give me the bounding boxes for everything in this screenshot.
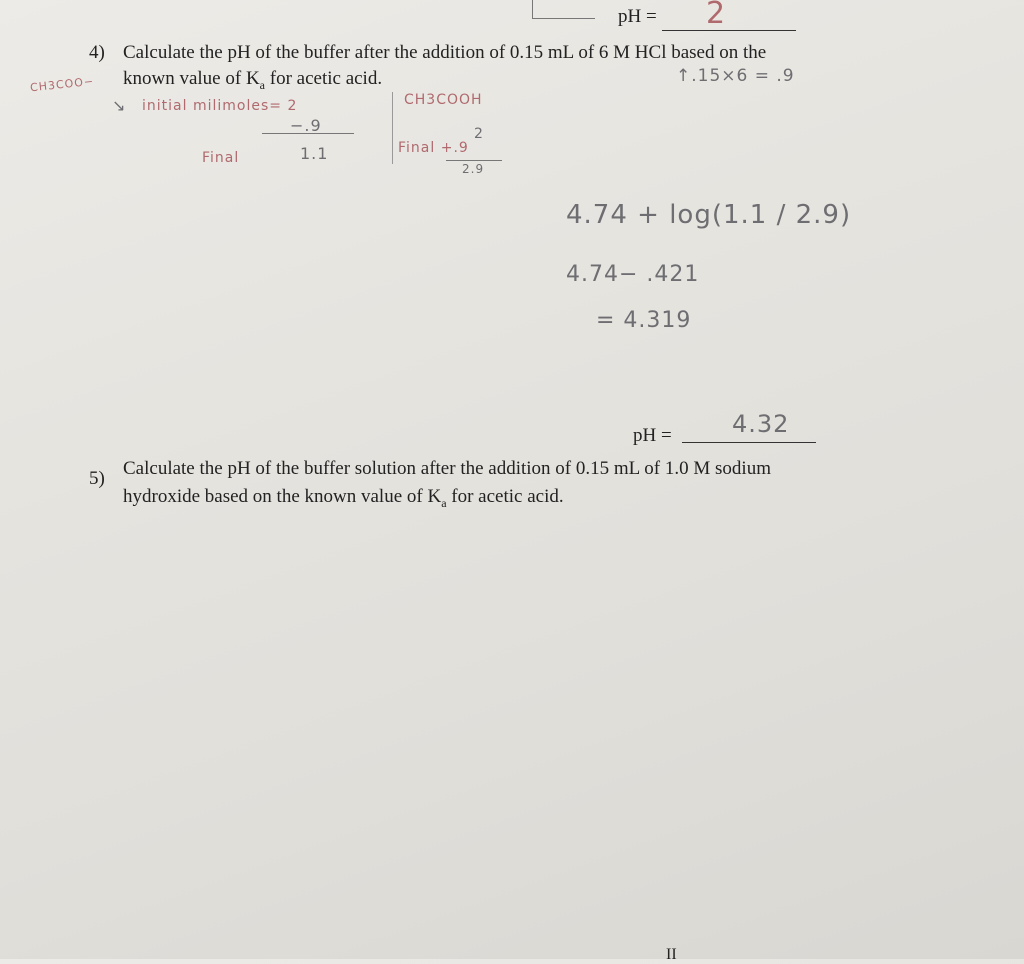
hcl-millimoles-calc: ↑.15×6 = .9 xyxy=(676,66,795,86)
answer-box-fragment xyxy=(532,0,595,19)
henderson-equation: 4.74 + log(1.1 / 2.9) xyxy=(566,200,852,230)
final-acetate-value: 1.1 xyxy=(300,144,329,163)
arrow-mark: ↘ xyxy=(112,96,127,115)
acid-initial-value: 2 xyxy=(474,126,484,142)
subtract-value: −.9 xyxy=(290,116,322,135)
acetate-margin-label: CH3COO− xyxy=(29,74,95,95)
question-4-line-1: Calculate the pH of the buffer after the addition of 0.15 mL of 6 M HCl based on the xyxy=(123,42,767,63)
answer-ph-label: pH = xyxy=(633,425,672,446)
equation-step-2: 4.74− .421 xyxy=(566,262,700,287)
answer-ph-blank xyxy=(682,442,816,443)
prev-ph-label: pH = xyxy=(618,6,657,27)
column-divider xyxy=(392,92,393,164)
acetic-acid-label: CH3COOH xyxy=(404,92,483,108)
question-4-number: 4) xyxy=(89,42,105,63)
footer-partial-text: II xyxy=(666,946,677,963)
subtraction-rule xyxy=(262,133,354,134)
prev-ph-value: 2 xyxy=(706,0,727,31)
acid-total-value: 2.9 xyxy=(462,162,485,176)
prev-ph-blank xyxy=(662,30,796,31)
question-5-number: 5) xyxy=(89,468,105,489)
question-4-line-2: known value of $K_a$ for acetic acid. xyxy=(123,68,383,92)
question-5-line-2: hydroxide based on the known value of $K_a$ for acetic acid. xyxy=(123,486,564,510)
initial-millimoles: initial milimoles= 2 xyxy=(142,98,298,114)
final-label: Final xyxy=(202,150,240,166)
answer-ph-value: 4.32 xyxy=(732,410,790,438)
acid-final-label: Final +.9 xyxy=(398,140,469,156)
acid-addition-rule xyxy=(446,160,502,161)
question-5-line-1: Calculate the pH of the buffer solution after the addition of 0.15 mL of 1.0 M sodium xyxy=(123,458,771,479)
equation-step-3: = 4.319 xyxy=(596,308,692,333)
